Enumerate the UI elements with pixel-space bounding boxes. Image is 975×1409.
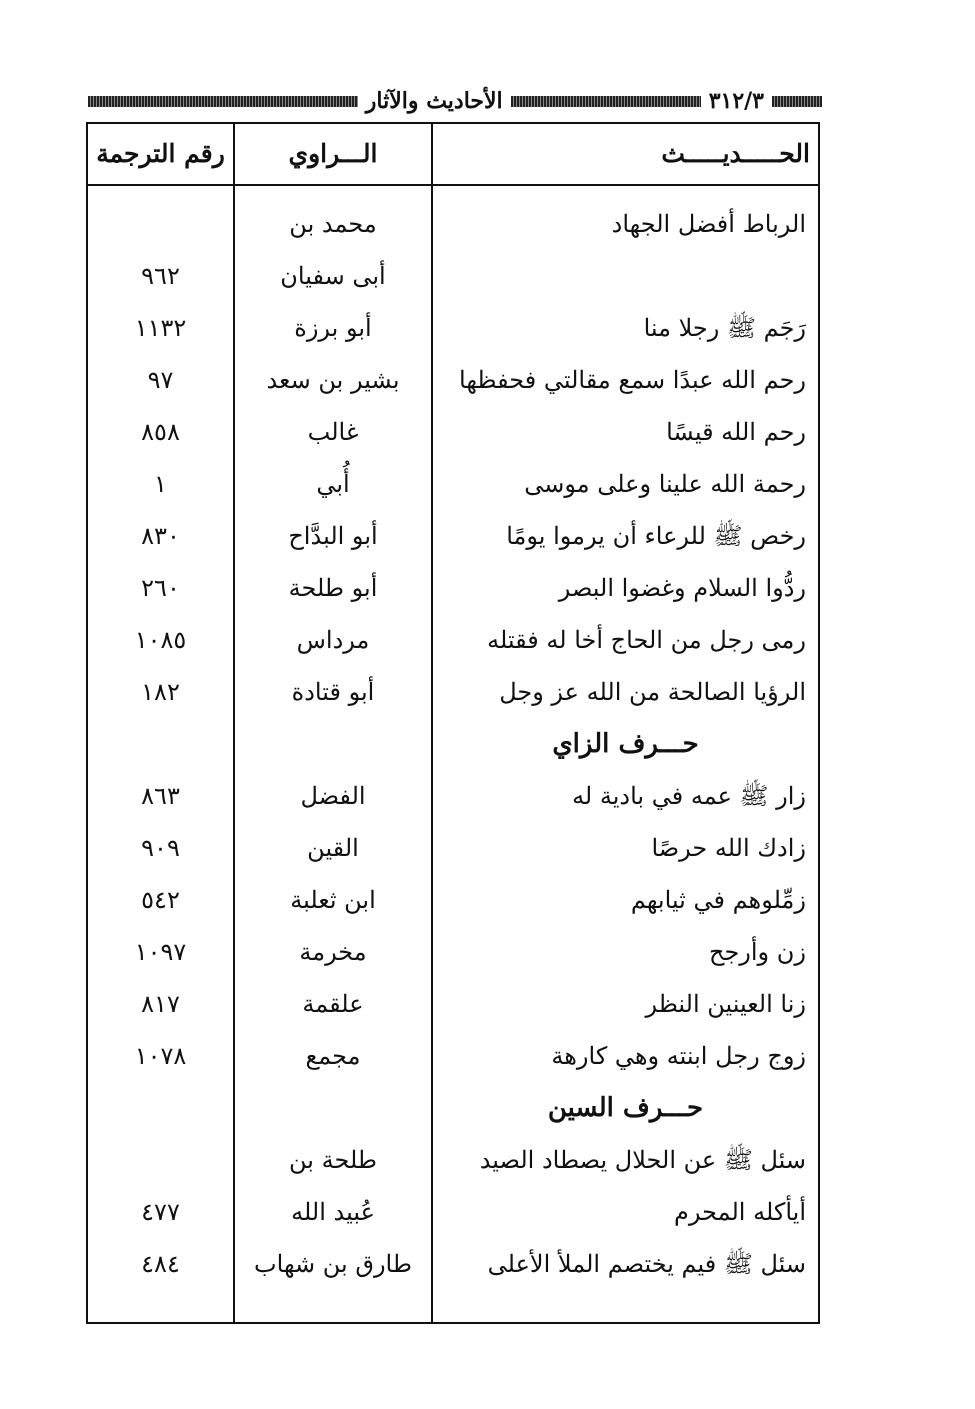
narrator-name: طلحة بن xyxy=(289,1146,377,1174)
hadith-text: رمى رجل من الحاج أخا له فقتله xyxy=(487,626,806,654)
hadith-text: رحم الله عبدًا سمع مقالتي فحفظها xyxy=(459,366,806,394)
entry-number: ٤٧٧ xyxy=(141,1198,180,1226)
header-rule-left xyxy=(88,96,358,107)
page-reference: ٣١٢/٣ xyxy=(708,88,764,114)
table-row xyxy=(88,770,818,822)
hadith-text: الرباط أفضل الجهاد xyxy=(611,210,806,238)
entry-number: ١٠٨٥ xyxy=(134,626,187,654)
narrator-name: أبو طلحة xyxy=(288,574,378,602)
entry-number: ٨٦٣ xyxy=(141,782,180,810)
section-heading: حـــرف السين xyxy=(547,1093,704,1123)
entry-number: ١٨٢ xyxy=(141,678,180,706)
table-row xyxy=(88,510,818,562)
narrator-name: محمد بن xyxy=(289,210,377,238)
hadith-text xyxy=(433,250,818,302)
hadith-text: الرؤيا الصالحة من الله عز وجل xyxy=(499,678,806,706)
narrator-name: بشير بن سعد xyxy=(266,366,400,394)
narrator-name: عُبيد الله xyxy=(291,1198,375,1226)
entry-number: ٨٣٠ xyxy=(141,522,180,550)
table-row xyxy=(88,198,818,250)
narrator-name: الفضل xyxy=(300,782,366,810)
table-row xyxy=(88,1186,818,1238)
entry-number: ١١٣٢ xyxy=(134,314,187,342)
entry-number xyxy=(88,1134,233,1186)
table-row xyxy=(88,458,818,510)
table-row xyxy=(88,614,818,666)
narrator-name: طارق بن شهاب xyxy=(254,1250,412,1278)
narrator-name: مخرمة xyxy=(299,938,367,966)
table-row xyxy=(88,406,818,458)
column-header-hadith: الحـــــديـــــث xyxy=(661,139,810,168)
table-row xyxy=(88,666,818,718)
narrator-name: القين xyxy=(307,834,359,862)
narrator-name: مرداس xyxy=(296,626,370,654)
table-row xyxy=(88,1238,818,1290)
entry-number: ١٠٩٧ xyxy=(134,938,187,966)
narrator-name: مجمع xyxy=(305,1042,361,1070)
entry-number: ٨١٧ xyxy=(141,990,180,1018)
entry-number: ١ xyxy=(154,470,167,498)
narrator-name: أبو قتادة xyxy=(291,678,375,706)
running-header xyxy=(88,90,822,112)
narrator-name: علقمة xyxy=(302,990,364,1018)
table-row xyxy=(88,874,818,926)
entry-number: ١٠٧٨ xyxy=(134,1042,187,1070)
table-row xyxy=(88,562,818,614)
hadith-text: زار ﷺ عمه في بادية له xyxy=(572,782,806,810)
narrator-name: أُبي xyxy=(316,470,350,498)
entry-number: ٥٤٢ xyxy=(141,886,180,914)
header-divider xyxy=(88,184,818,186)
hadith-text: أيأكله المحرم xyxy=(674,1198,806,1226)
hadith-text: رحمة الله علينا وعلى موسى xyxy=(524,470,806,498)
hadith-text: ردُّوا السلام وغضوا البصر xyxy=(558,574,806,602)
header-rule-middle xyxy=(511,96,701,107)
section-heading: حـــرف الزاي xyxy=(552,729,699,759)
narrator-name: غالب xyxy=(307,418,359,446)
hadith-text: رحم الله قيسًا xyxy=(666,418,806,446)
table-row xyxy=(88,822,818,874)
hadith-text: زن وأرجح xyxy=(708,938,806,966)
table-row xyxy=(88,250,818,302)
table-row xyxy=(88,926,818,978)
entry-number: ٤٨٤ xyxy=(141,1250,180,1278)
entry-number: ٨٥٨ xyxy=(141,418,180,446)
narrator-name: أبو برزة xyxy=(294,314,372,342)
hadith-text: زمِّلوهم في ثيابهم xyxy=(630,886,806,914)
table-row xyxy=(88,1134,818,1186)
hadith-text: زوج رجل ابنته وهي كارهة xyxy=(551,1042,806,1070)
index-table xyxy=(86,122,820,1324)
narrator-name: أبو البدَّاح xyxy=(288,522,378,550)
table-row xyxy=(88,1030,818,1082)
column-header-entry-number: رقم الترجمة xyxy=(96,139,225,168)
entry-number: ٢٦٠ xyxy=(141,574,180,602)
hadith-text: سئل ﷺ عن الحلال يصطاد الصيد xyxy=(479,1146,806,1174)
table-row xyxy=(88,302,818,354)
narrator-name: ابن ثعلبة xyxy=(290,886,376,914)
entry-number: ٩٦٢ xyxy=(141,262,180,290)
book-title: الأحاديث والآثار xyxy=(365,88,503,114)
entry-number xyxy=(88,198,233,250)
hadith-text: رخص ﷺ للرعاء أن يرموا يومًا xyxy=(506,522,806,550)
hadith-text: زادك الله حرصًا xyxy=(651,834,806,862)
table-row xyxy=(88,354,818,406)
table-row xyxy=(88,978,818,1030)
hadith-text: رَجَم ﷺ رجلا منا xyxy=(643,314,806,342)
column-header-narrator: الـــراوي xyxy=(288,139,378,168)
header-rule-right xyxy=(772,96,822,107)
entry-number: ٩٧ xyxy=(147,366,174,394)
entry-number: ٩٠٩ xyxy=(141,834,180,862)
hadith-text: سئل ﷺ فيم يختصم الملأ الأعلى xyxy=(487,1250,806,1278)
narrator-name: أبى سفيان xyxy=(280,262,386,290)
hadith-text: زنا العينين النظر xyxy=(645,990,806,1018)
